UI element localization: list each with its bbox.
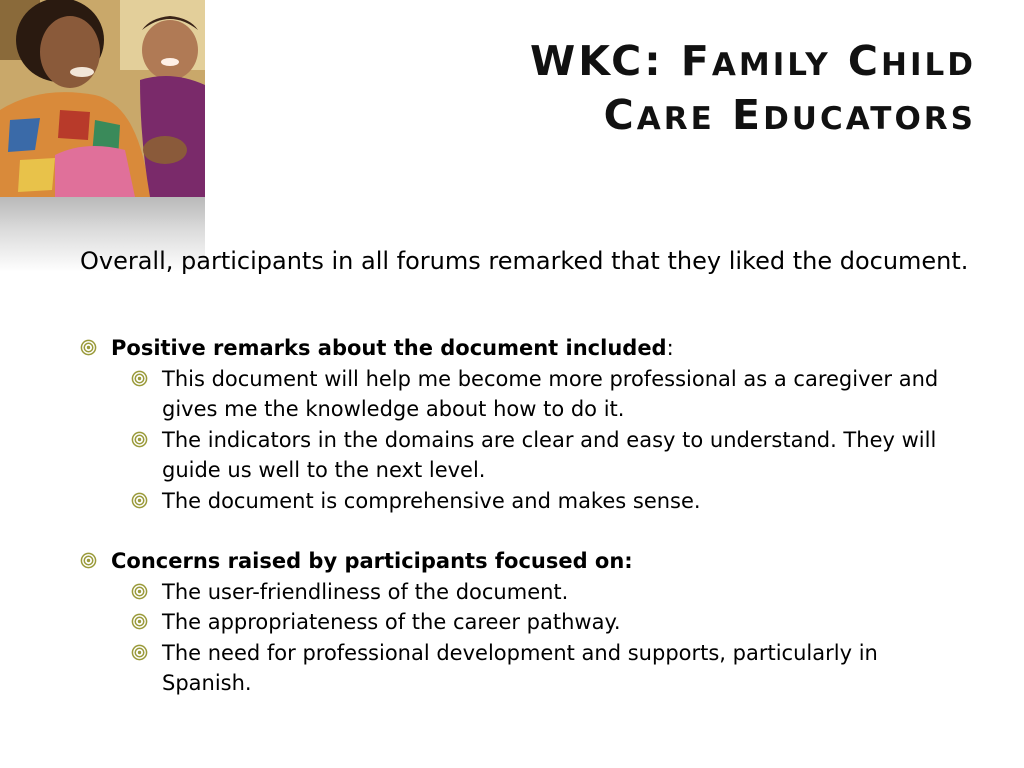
list-item: [111, 638, 960, 699]
caregiver-holding-child-photo: [0, 0, 205, 197]
section-heading: Positive remarks about the document included: [111, 336, 667, 360]
title-text: E: [714, 91, 764, 139]
title-text: DUCATORS: [763, 101, 976, 137]
concentric-circle-bullet-icon: [131, 583, 148, 600]
title-text: HILD: [881, 47, 976, 83]
list-item: [80, 546, 960, 699]
section-heading: Concerns raised by participants focused on:: [111, 549, 633, 573]
title-line-1: [276, 36, 976, 90]
list-item: [80, 333, 960, 516]
list-item: [111, 577, 960, 608]
title-text: C: [830, 37, 882, 85]
list-item: [111, 486, 960, 517]
title-line-2: [276, 90, 976, 144]
section-heading-suffix: :: [666, 336, 674, 360]
slide-title: [276, 36, 976, 144]
list-item: [111, 425, 960, 486]
concentric-circle-bullet-icon: [131, 431, 148, 448]
title-text: ARE: [636, 101, 715, 137]
title-text: AMILY: [711, 47, 831, 83]
list-item-text: The document is comprehensive and makes sense.: [162, 488, 701, 513]
concentric-circle-bullet-icon: [131, 613, 148, 630]
sub-list: [111, 577, 960, 699]
list-item-text: The appropriateness of the career pathway.: [162, 610, 621, 634]
concentric-circle-bullet-icon: [80, 552, 97, 569]
concentric-circle-bullet-icon: [131, 370, 148, 387]
list-item-text: The need for professional development and supports, particularly in Spanish.: [162, 640, 878, 695]
concentric-circle-bullet-icon: [131, 644, 148, 661]
title-text: WKC: F: [529, 37, 712, 85]
list-item-text: This document will help me become more professional as a caregiver and gives me the knowledge about how to do it.: [162, 366, 939, 421]
title-text: C: [603, 91, 637, 139]
sub-list: [111, 364, 960, 517]
list-item: [111, 364, 960, 425]
concentric-circle-bullet-icon: [131, 492, 148, 509]
remarks-list: [80, 333, 960, 699]
intro-paragraph: Overall, participants in all forums remarked that they liked the document.: [80, 247, 969, 275]
list-item-text: The indicators in the domains are clear and easy to understand. They will guide us well to the next level.: [162, 427, 937, 482]
list-item-text: The user-friendliness of the document.: [162, 579, 569, 604]
list-item: [111, 607, 960, 638]
concentric-circle-bullet-icon: [80, 339, 97, 356]
